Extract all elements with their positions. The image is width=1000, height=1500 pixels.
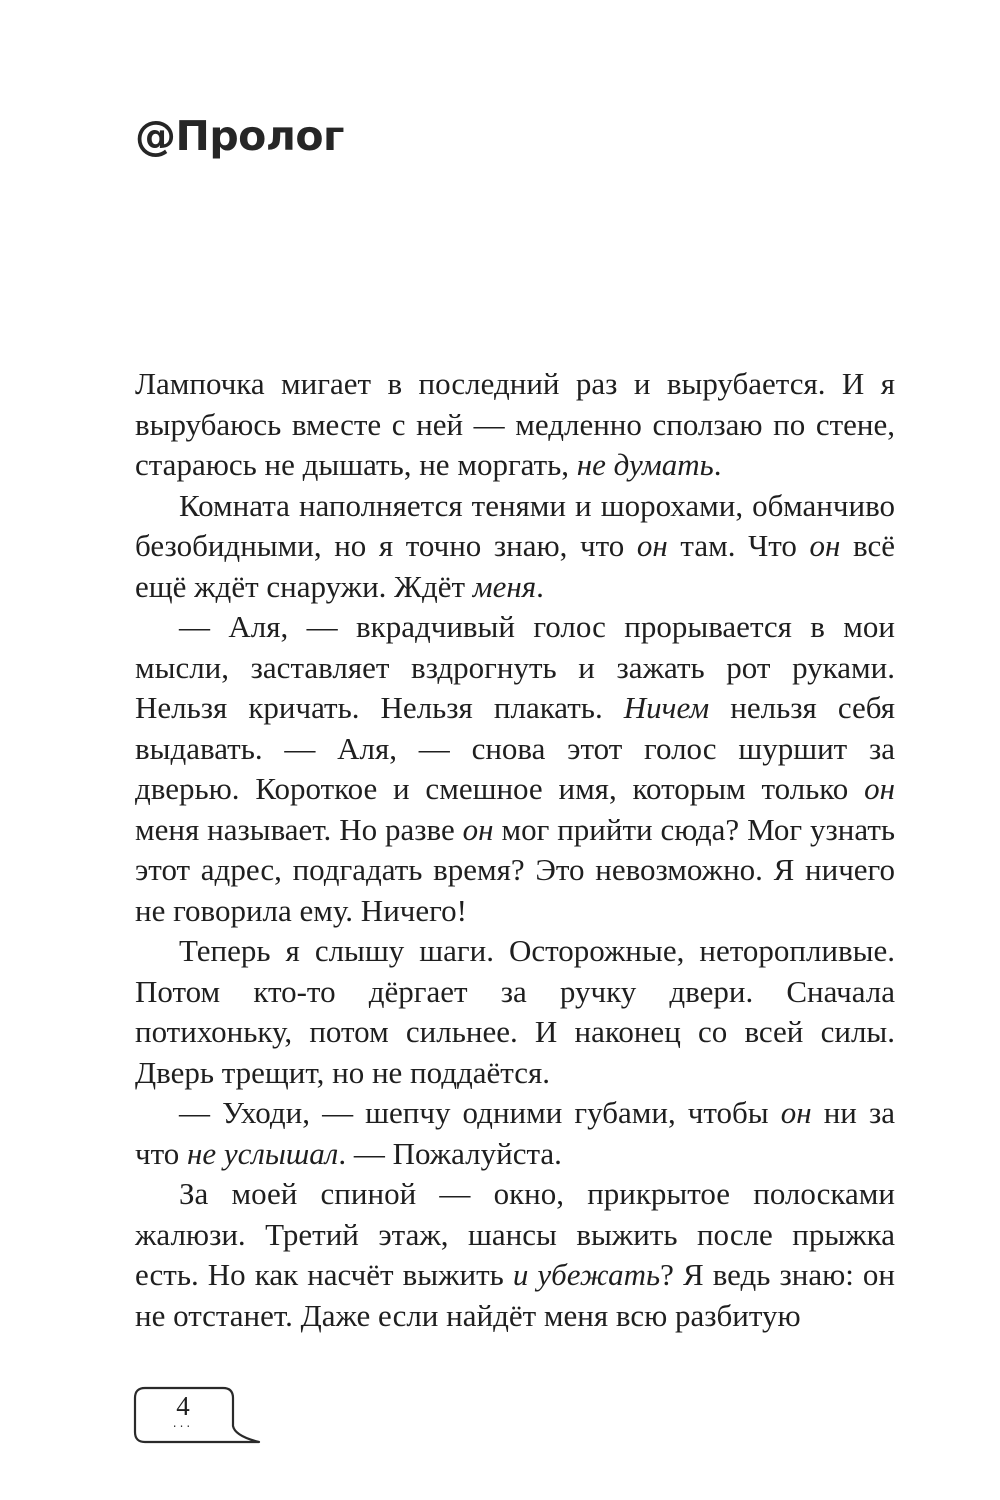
italic-text: он xyxy=(636,528,668,563)
text-run: нельзя себя выдавать. — Аля, — снова этот голос шуршит за дверью. Короткое и смешное имя, которым только xyxy=(135,690,895,806)
paragraph xyxy=(135,607,895,931)
text-run: . xyxy=(713,447,722,482)
text-run: мог прийти сюда? Мог узнать этот адрес, подгадать время? Это невозможно. Я ничего не говорила ему. Ничего! xyxy=(135,811,896,928)
text-run: — Аля, — вкрадчивый голос прорывается в мои мысли, заставляет вздрогнуть и зажать рот руками. Нельзя кричать. Нельзя плакать. xyxy=(135,609,895,725)
text-run: За моей спиной — окно, прикрытое полосками жалюзи. Третий этаж, шансы выжить после прыжка есть. Но как насчёт выжить xyxy=(135,1176,895,1292)
text-run: ни за что xyxy=(135,1095,895,1171)
page-number: 4 xyxy=(176,1391,190,1421)
italic-text: он xyxy=(780,1095,812,1130)
italic-text: не думать xyxy=(576,447,714,482)
text-run: . xyxy=(536,568,544,604)
italic-text: он xyxy=(809,528,841,563)
paragraph xyxy=(135,931,895,1093)
paragraph xyxy=(135,486,895,608)
italic-text: меня xyxy=(472,568,537,604)
text-run: меня называет. Но разве xyxy=(135,811,463,847)
chapter-title: @Пролог xyxy=(135,112,344,160)
italic-text: Ничем xyxy=(623,690,710,725)
paragraph xyxy=(135,1093,895,1174)
text-run: Комната наполняется тенями и шорохами, обманчиво безобидными, но я точно знаю, что xyxy=(135,487,895,563)
page-number-bubble xyxy=(133,1386,263,1446)
paragraph xyxy=(135,1174,895,1336)
text-run: — Уходи, — шепчу одними губами, чтобы xyxy=(179,1095,781,1130)
italic-text: он xyxy=(462,811,494,847)
text-run: всё ещё ждёт снаружи. Ждёт xyxy=(135,528,895,604)
text-run: Лампочка мигает в последний раз и вырубается. И я вырубаюсь вместе с ней — медленно сползаю по стене, стараюсь не дышать, не моргать, xyxy=(135,366,895,482)
italic-text: и убежать xyxy=(512,1257,661,1292)
paragraph xyxy=(135,364,895,486)
italic-text: не услышал xyxy=(186,1135,339,1171)
text-run: . — Пожалуйста. xyxy=(338,1135,562,1171)
text-run: Теперь я слышу шаги. Осторожные, неторопливые. Потом кто-то дёргает за ручку двери. Сначала потихоньку, потом сильнее. И наконец со всей силы. Дверь трещит, но не поддаётся. xyxy=(135,933,895,1090)
text-run: там. Что xyxy=(667,528,810,563)
text-run: ? Я ведь знаю: он не отстанет. Даже если найдёт меня всю разбитую xyxy=(135,1257,895,1333)
body-text xyxy=(135,364,895,1336)
page-dots: ... xyxy=(172,1416,194,1430)
italic-text: он xyxy=(864,771,895,806)
